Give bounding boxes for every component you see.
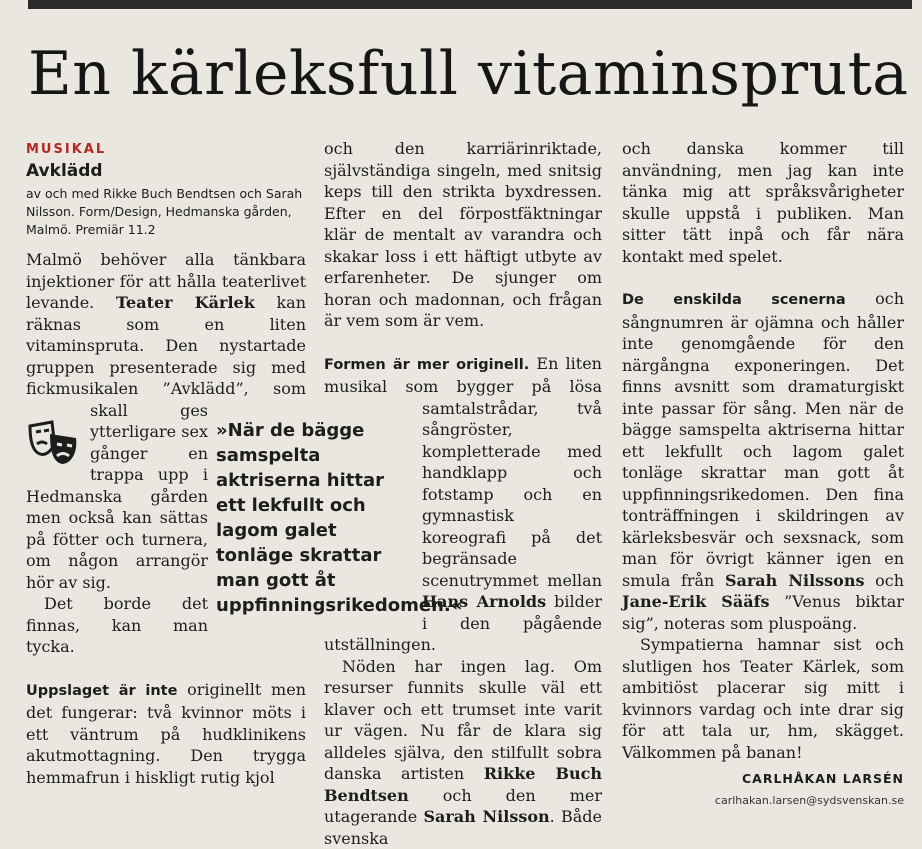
paragraph-lead: Formen är mer originell. (324, 357, 529, 373)
text: Malmö behöver alla tänkbara injektioner för att hålla teaterlivet levande. (26, 250, 306, 312)
pull-quote (216, 418, 412, 618)
name: Jane-Erik Sääfs (622, 592, 769, 611)
byline: CARLHÅKAN LARSÉN (622, 771, 904, 786)
review-credits: av och med Rikke Buch Bendtsen och Sarah Nilsson. Form/Design, Hedmanska gården, Malmö. Premiär 11.2 (26, 185, 306, 239)
text: originellt men det fungerar: två kvinnor möts i ett väntrum på hudklinikens akutmottagning. Den trygga hemmafrun i hiskligt rutig kjol (26, 680, 306, 787)
text: och den mer utagerande (324, 786, 602, 827)
paragraph-lead: De enskilda scenerna (622, 292, 846, 308)
text: Nöden har ingen lag. Om resurser funnits skulle väl ett klaver och ett trumset inte varit ur vägen. Nu får de klara sig alldeles själva, den stilfullt sobra danska artisten (324, 657, 602, 784)
review-title: Avklädd (26, 161, 306, 181)
paragraph: Sympatierna hamnar sist och slutligen hos Teater Kärlek, som ambitiöst placerar sig mitt i kvinnors vardag och inte drar sig för att tala ur, hm, skägget. Välkommen på banan! (622, 634, 904, 763)
pull-quote-text: »När de bägge samspelta aktriserna hittar ett lekfullt och lagom galet tonläge skrattar man gott åt uppfinningsrikedomen.« (216, 418, 412, 618)
text: och sångnumren är ojämna och håller inte genomgående för den närgångna exponeringen. Det finns avsnitt som dramaturgiskt inte passar för sång. Men när de bägge samspelta aktriserna hittar ett lekfullt och lagom galet tonläge skrattar man gott åt uppfinningsrikedomen. Den fina tonträffningen i skildringen av kärleksbesvär och sexsnack, som man för övrigt känner igen en smula från (622, 289, 904, 590)
text: En liten musikal som bygger på lösa samtalstrådar, två sångröster, kompletterade med handklapp och fotstamp och en gymnastisk koreografi på det begränsade scenutrymmet mellan (324, 354, 602, 590)
top-rule (28, 0, 912, 9)
text: kan räknas som en liten vitaminspruta. Den nystartade gruppen presenterade sig med fickmusikalen ”Avklädd”, som skall ges ytterligare sex gånger en trappa upp i Hedmanska gården men också kan sättas på fötter och turnera, om någon arrangör hör av sig. (26, 293, 306, 592)
text: . Både svenska (324, 807, 602, 848)
paragraph-lead: Uppslaget är inte (26, 683, 177, 699)
name: Rikke Buch Bendtsen (324, 764, 602, 805)
headline: En kärleksfull vitaminspruta (28, 38, 908, 110)
text: ”Venus biktar sig”, noteras som pluspoäng. (622, 592, 904, 633)
section-label: MUSIKAL (26, 142, 306, 157)
theater-masks-icon (26, 420, 84, 468)
name: Teater Kärlek (116, 293, 255, 312)
text: och (865, 571, 905, 590)
paragraph (324, 656, 602, 849)
column-3 (622, 138, 904, 807)
paragraph (622, 288, 904, 634)
paragraph: och danska kommer till användning, men jag kan inte tänka mig att språksvårigheter skulle uppstå i publiken. Man sitter tätt inpå och får nära kontakt med spelet. (622, 138, 904, 267)
paragraph: och den karriärinriktade, självständiga singeln, med snitsig keps till den strikta byxdressen. Efter en del förpostfäktningar klär de mentalt av varandra och skakar loss i ett häftigt utbyte av erfarenheter. De sjunger om horan och madonnan, och frågan är vem som är vem. (324, 138, 602, 332)
name: Sarah Nilsson (423, 807, 549, 826)
name: Sarah Nilssons (725, 571, 865, 590)
text: bilder i den pågående utställningen. (324, 592, 602, 654)
paragraph: Det borde det finnas, kan man tycka. (26, 593, 306, 658)
author-email[interactable]: carlhakan.larsen@sydsvenskan.se (622, 794, 904, 807)
paragraph (26, 679, 306, 789)
name: Hans Arnolds (422, 592, 546, 611)
